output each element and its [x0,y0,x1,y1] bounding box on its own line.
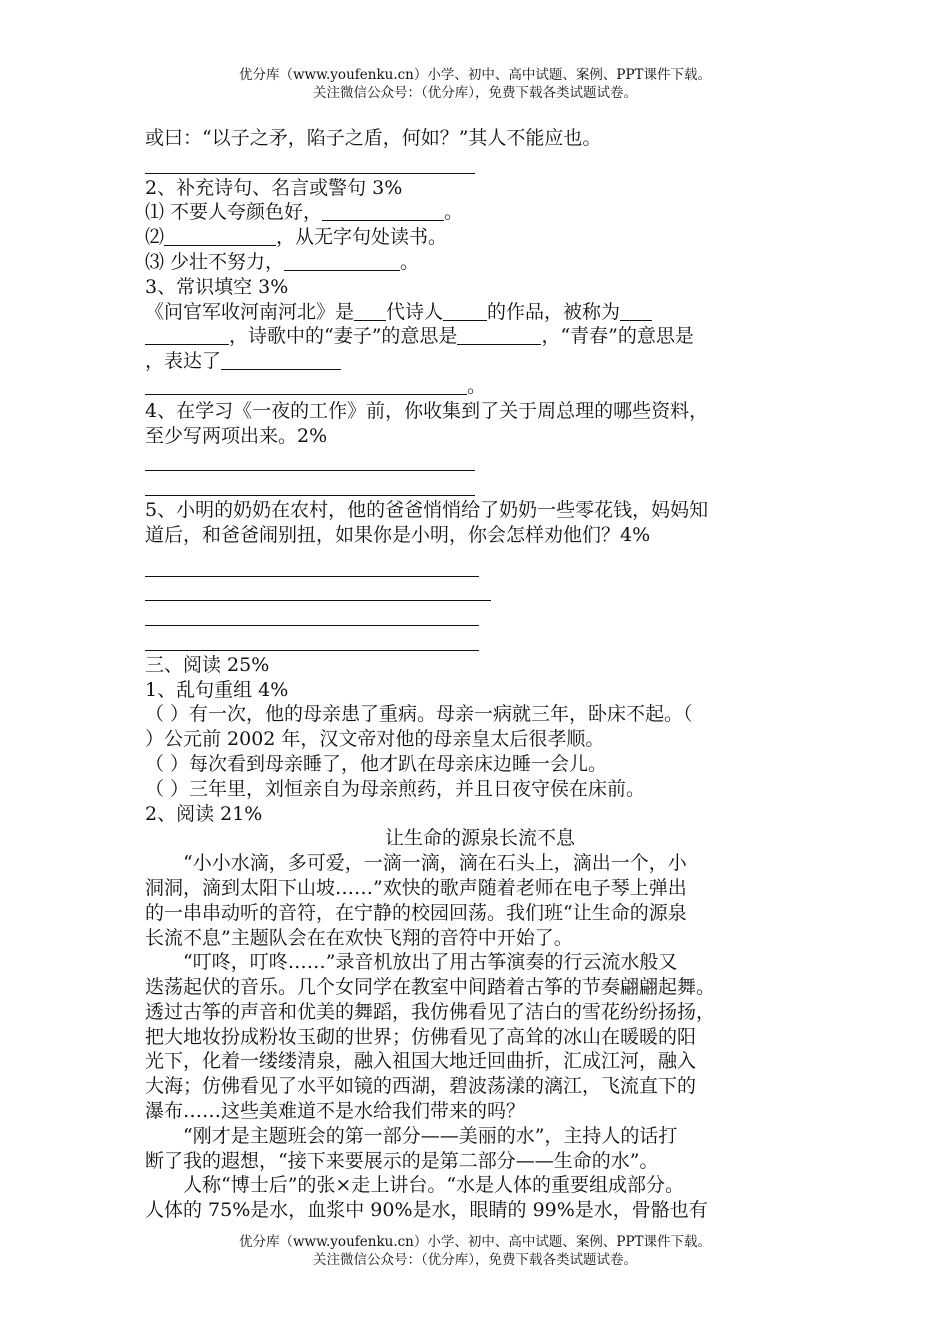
answer-line[interactable] [145,578,815,603]
q2-item-1-end: 。 [444,201,464,224]
q2-item-3-end: 。 [400,250,420,273]
passage-line: 洞洞，滴到太阳下山坡……”欢快的歌声随着老师在电子琴上弹出 [145,876,687,899]
answer-line[interactable] [145,554,815,579]
passage-line: 把大地妆扮成粉妆玉砌的世界；仿佛看见了高耸的冰山在暖暖的阳 [145,1025,697,1048]
blank[interactable] [322,202,444,221]
blank[interactable] [145,376,467,395]
q3-line-3 [145,349,815,374]
passage-title: 让生命的源泉长流不息 [384,827,575,850]
page-header [0,66,950,102]
q3-text: 的作品，被称为 [487,300,621,323]
q2-heading: 2、补充诗句、名言或警句 3% [145,176,403,199]
document-body [145,126,815,1223]
reorder-item-3: （ ）每次看到母亲睡了，他才趴在母亲床边睡一会儿。 [145,752,608,775]
q3-text: ，诗歌中的“妻子”的意思是 [229,325,458,348]
answer-line[interactable] [145,628,815,653]
q3-heading: 3、常识填空 3% [145,275,289,298]
passage-line: 瀑布……这些美难道不是水给我们带来的吗？ [145,1100,526,1123]
s3-sub-1: 1、乱句重组 4% [145,678,289,701]
header-line-2: 关注微信公众号：（优分库），免费下载各类试题试卷。 [313,85,637,101]
passage-line: 人体的 75%是水，血浆中 90%是水，眼睛的 99%是水，骨骼也有 [145,1199,708,1222]
answer-line[interactable] [145,448,815,473]
footer-line-1: 优分库（www.youfenku.cn）小学、初中、高中试题、案例、PPT课件下载。 [238,1234,712,1250]
passage-line: “刚才是主题班会的第一部分——美丽的水”，主持人的话打 [183,1124,678,1147]
q4-line-2: 至少写两项出来。2% [145,424,328,447]
reorder-item-2: ）公元前 2002 年，汉文帝对他的母亲皇太后很孝顺。 [145,728,605,751]
blank[interactable] [221,351,341,370]
q4-line-1: 4、在学习《一夜的工作》前，你收集到了关于周总理的哪些资料， [145,399,709,422]
passage-line: 长流不息”主题队会在在欢快飞翔的音符中开始了。 [145,926,573,949]
q5-line-2: 道后，和爸爸闹别扭，如果你是小明，你会怎样劝他们？4% [145,523,651,546]
q3-text: ，表达了 [145,350,222,373]
blank[interactable] [354,302,386,321]
passage-line: “叮咚，叮咚……”录音机放出了用古筝演奏的行云流水般又 [183,951,678,974]
passage-line: 的一串串动听的音符，在宁静的校园回荡。我们班“让生命的源泉 [145,901,687,924]
blank[interactable] [620,302,652,321]
reorder-item-4: （ ）三年里，刘恒亲自为母亲煎药，并且日夜守侯在床前。 [145,777,646,800]
passage-line: 断了我的遐想，“接下来要展示的是第二部分——生命的水”。 [145,1149,659,1172]
q2-item-1 [145,200,815,225]
footer-line-2: 关注微信公众号：（优分库），免费下载各类试题试卷。 [313,1252,637,1268]
blank[interactable] [443,302,487,321]
q1-text: 或曰：“以子之矛，陷子之盾，何如？”其人不能应也。 [145,127,602,149]
q2-item-2-num: ⑵ [145,226,165,249]
q2-item-1-text: ⑴ 不要人夸颜色好， [145,201,323,224]
passage-line: 透过古筝的声音和优美的舞蹈，我仿佛看见了洁白的雪花纷纷扬扬， [145,1000,716,1023]
q3-line-4 [145,374,815,399]
blank[interactable] [145,326,229,345]
passage-line: “小小水滴，多可爱，一滴一滴，滴在石头上，滴出一个，小 [183,852,687,875]
s3-sub-2: 2、阅读 21% [145,802,263,825]
blank[interactable] [164,227,276,246]
blank[interactable] [457,326,541,345]
page-footer [0,1233,950,1269]
q2-item-3-text: ⑶ 少壮不努力， [145,250,285,273]
q5-line-1: 5、小明的奶奶在农村，他的爸爸悄悄给了奶奶一些零花钱，妈妈知 [145,498,709,521]
passage-line: 人称“博士后”的张×走上讲台。“水是人体的重要组成部分。 [183,1174,685,1197]
q3-line-2 [145,324,815,349]
q3-text: 。 [467,374,487,397]
section-3-heading: 三、阅读 25% [145,653,270,676]
answer-line[interactable] [145,603,815,628]
q3-line-1 [145,300,815,325]
passage-line: 光下，化着一缕缕清泉，融入祖国大地迁回曲折，汇成江河，融入 [145,1050,697,1073]
answer-line[interactable] [145,151,815,176]
q2-item-2 [145,225,815,250]
blank[interactable] [284,252,400,271]
q3-text: 《问官军收河南河北》是 [145,300,355,323]
passage-line: 大海；仿佛看见了水平如镜的西湖，碧波荡漾的漓江，飞流直下的 [145,1075,697,1098]
passage-line: 迭荡起伏的音乐。几个女同学在教室中间踏着古筝的节奏翩翩起舞。 [145,976,716,999]
header-line-1: 优分库（www.youfenku.cn）小学、初中、高中试题、案例、PPT课件下载。 [238,67,712,83]
answer-line[interactable] [145,473,815,498]
q2-item-2-text: ，从无字句处读书。 [276,226,448,249]
q3-text: 代诗人 [386,300,444,323]
q2-item-3 [145,250,815,275]
q3-text: ，“青春”的意思是 [541,325,694,348]
reorder-item-1: （ ）有一次，他的母亲患了重病。母亲一病就三年，卧床不起。（ [145,703,693,726]
